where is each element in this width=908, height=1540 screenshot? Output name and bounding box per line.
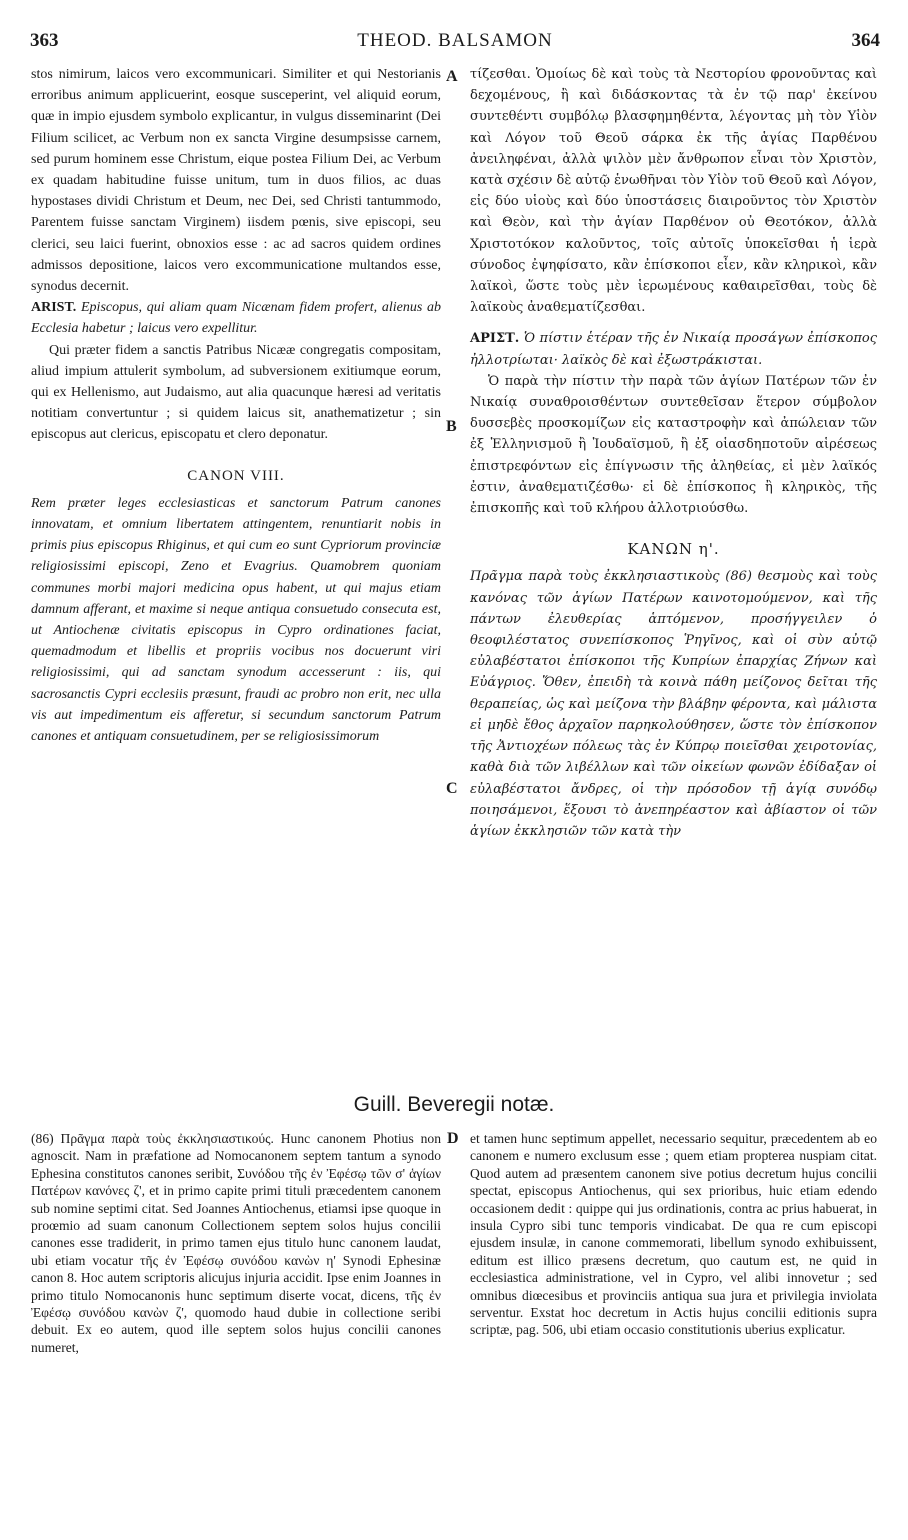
arist-lemma: ΑΡΙΣΤ. — [470, 331, 520, 347]
notes-title: Guill. Beveregii notæ. — [353, 1093, 555, 1116]
latin-arist-summary — [31, 297, 441, 339]
page-number-left: 363 — [30, 30, 59, 51]
margin-marker-a: A — [446, 68, 458, 85]
running-header — [30, 30, 880, 54]
page-number-right: 364 — [851, 30, 880, 51]
greek-paragraph: Ὁ παρὰ τὴν πίστιν τὴν παρὰ τῶν ἁγίων Πατέρων τῶν ἐν Νικαίᾳ συναθροισθέντων συντεθεῖσαν ἕτερον σύμβολον δυσσεβὲς προσκομίζων εἰς καταστροφὴν καὶ ἀπώλειαν τῶν ἐξ Ἑλληνισμοῦ ἢ Ἰουδαϊσμοῦ, ἢ ἐξ οἱασδηποτοῦν αἱρέσεως ἐπιστρεφόντων εἰς ἐπίγνωσιν τῆς ἀληθείας, εἰ μὲν λαϊκός ἐστιν, ἀναθεματιζέσθω· εἰ δὲ ἐπίσκοπος ἢ κληρικὸς, τῆς ἐπισκοπῆς καὶ τοῦ κλήρου ἀλλοτριούσθω. — [470, 373, 877, 517]
margin-marker-c: C — [446, 780, 458, 797]
latin-column — [31, 64, 441, 747]
note-text: (86) Πρᾶγμα παρὰ τοὺς ἐκκλησιαστικούς. Hunc canonem Photius non agnoscit. Nam in præfatione ad Nomocanonem septem tantum a synodo Ephesina constitutos canones seribit, Συνόδου τῆς ἐν Ἐφέσῳ τῶν σ' ἁγίων Πατέρων κανόνες ζ', et in primo capite primi tituli præcedentem canonem sub nomine septimi citat. Sed Joannes Antiochenus, etiamsi ipse quoque in proœmio ad suam canonum Collectionem septem solos hujus concilii canones esse tradiderit, in primo tamen ejus titulo hunc canonem laudat, ubi etiam vocatur τῆς ἐν Ἐφέσῳ συνόδου κανὼν η' Synodi Ephesinæ canon 8. Hoc autem scriptoris alicujus injuria accidit. Ipse enim Joannes in primo titulo Nomocanonis hunc septimum diserte vocat, dicens, τῆς ἐν Ἐφέσῳ συνόδου κανὼν ζ', quomodo haud dubie in collectione seribi debuit. Ex eo autem, quod ille septem solos hujus concilii canones numeret, — [31, 1131, 441, 1355]
note-text: et tamen hunc septimum appellet, necessario sequitur, præcedentem ab eo canonem e numero exclusum esse ; quem etiam propterea nuspiam citat. Quod autem ad præsentem canonem sive potius decretum hujus concilii spectat, episcopus Antiochenus, qui sex prioribus, huic etiam edendo occasionem dedit : quippe qui jus ordinationis, contra ac prius habuerat, in insula Cypro sibi tunc temporis vindicabat. De qua re cum episcopi ejusdem insulæ, in canone commemorati, libellum synodo exhibuissent, editum est illico præsens decretum, quo cautum est, ne quid in ecclesiastica administratione, vel in Cypro, vel alibi innovetur ; sed omnibus diœcesibus et provinciis antiqua sua jura et privilegia inviolata serventur. Exstat hoc decretum in Actis hujus concilii editionis supra scriptæ, pag. 506, ubi etiam occasio constitutionis uberius explicatur. — [470, 1131, 877, 1338]
latin-paragraph: Qui præter fidem a sanctis Patribus Nicææ congregatis compositam, aliud impium attulerit symbolum, ad subversionem exitiumque eorum, qui ex Hellenismo, aut Judaismo, aut alia quacunque hæresi ad veritatis notitiam convertuntur ; si quidem laicus sit, anathematizetur ; sin episcopus aut clericus, episcopatu et clero deponatur. — [31, 342, 441, 443]
arist-lemma: ARIST. — [31, 300, 77, 316]
canon-text: Πρᾶγμα παρὰ τοὺς ἐκκλησιαστικοὺς (86) θεσμοὺς καὶ τοὺς κανόνας τῶν ἁγίων Πατέρων καινοτομούμενον, καὶ τῆς πάντων ἐλευθερίας ἁπτόμενον, προσήγγειλεν ὁ θεοφιλέστατος συνεπίσκοπος Ῥηγῖνος, καὶ οἱ σὺν αὐτῷ εὐλαβέστατοι ἐπίσκοποι τῆς Κυπρίων ἐπαρχίας Ζήνων καὶ Εὐάγριος. Ὅθεν, ἐπειδὴ τὰ κοινὰ πάθη μείζονος δεῖται τῆς θεραπείας, ὡς καὶ μείζονα τὴν βλάβην φέροντα, καὶ μάλιστα εἰ μηδὲ ἔθος ἀρχαῖον παρηκολούθησεν, ὥστε τὸν ἐπίσκοπον τῆς Ἀντιοχέων πόλεως τὰς ἐν Κύπρῳ ποιεῖσθαι χειροτονίας, καθὰ διὰ τῶν λιβέλλων καὶ τῶν οἰκείων φωνῶν ἐδίδαξαν οἱ εὐλαβέστατοι ἄνδρες, οἱ τὴν πρόσοδον τῇ ἁγίᾳ συνόδῳ ποιησάμενοι, ἕξουσι τὸ ἀνεπηρέαστον καὶ ἀβίαστον οἱ τῶν ἁγίων ἐκκλησιῶν τῶν κατὰ τὴν — [470, 569, 877, 839]
arist-text: Ὁ πίστιν ἑτέραν τῆς ἐν Νικαίᾳ προσάγων ἐπίσκοπος ἠλλοτρίωται· λαϊκὸς δὲ καὶ ἐξωστράκισται. — [470, 331, 877, 368]
canon-heading: ΚΑΝΩΝ η'. — [627, 540, 720, 559]
margin-marker-b: B — [446, 418, 457, 435]
greek-paragraph: τίζεσθαι. Ὁμοίως δὲ καὶ τοὺς τὰ Νεστορίου φρονοῦντας καὶ δεχομένους, ἢ καὶ διδάσκοντας τὰ ἐν τῷ παρ' ἐκείνου συντεθέντι συμβόλῳ βλασφημηθέντα, λέγοντας μὴ τὸν Υἱὸν καὶ Λόγον τοῦ Θεοῦ σάρκα ἐκ τῆς ἁγίας Παρθένου ἀνειληφέναι, ἀλλὰ ψιλὸν μὲν ἄνθρωπον εἶναι τὸν Χριστὸν, κατὰ σχέσιν δὲ αὐτῷ ἑνωθῆναι τὸν Υἱὸν τοῦ Θεοῦ καὶ Λόγον, εἰς δύο υἱοὺς καὶ δύο ὑποστάσεις διαιροῦντος τὸν Χριστὸν καὶ Θεὸν, καὶ τὴν ἁγίαν Παρθένον οὐ Θεοτόκον, ἀλλὰ Χριστοτόκον καλοῦντος, τοῖς αὐτοῖς ὑποκεῖσθαι ἡ ἱερὰ σύνοδος ἐψηφίσατο, κἂν ἐπίσκοποι εἶεν, κἂν κληρικοὶ, κἂν λαϊκοὶ, ὥστε τοὺς μὲν ἱερωμένους καθαιρεῖσθαι, τοὺς δὲ λαϊκοὺς ἀναθεματίζεσθαι. — [470, 67, 877, 316]
arist-text: Episcopus, qui aliam quam Nicænam fidem profert, alienus ab Ecclesia habetur ; laicus vero expellitur. — [31, 300, 442, 337]
canon-heading: CANON VIII. — [187, 467, 285, 484]
greek-column — [470, 64, 877, 842]
running-title: THEOD. BALSAMON — [357, 30, 553, 51]
greek-arist-summary — [470, 328, 877, 370]
canon-text: Rem præter leges ecclesiasticas et sanctorum Patrum canones innovatam, et omnium libertatem attingentem, renuntiarit nobis in primis pius episcopus Rhiginus, et qui cum eo sunt Cypriorum provinciæ religiosissimi episcopi, Zeno et Evagrius. Quamobrem quoniam communes morbi majori medicina opus habent, ut qui majus etiam damnum afferant, et maxime si neque antiqua consuetudo consecuta est, ut Antiochenæ civitatis episcopus in Cypro ordinationes faciat, quemadmodum et libellis et propriis vocibus nos docuerunt viri religiosissimi, qui ad sanctam synodum accesserunt : iis, qui sacrosanctis Cypri ecclesiis præsunt, fraudi ac probro non erit, nec ulla vis aut impedimentum eis afferetur, si secundum sanctorum Patrum canones et antiquam consuetudinem, per se religiosissimorum — [31, 495, 441, 745]
margin-marker-d: D — [447, 1130, 459, 1147]
notes-left-column — [31, 1130, 441, 1356]
notes-right-column — [470, 1130, 877, 1339]
latin-paragraph: stos nimirum, laicos vero excommunicari. Similiter et qui Nestorianis erroribus animum applicuerint, eosque susceperint, vel aliquid eorum, quæ in impio ejusdem symbolo explicantur, in vulgus disseminarint (Dei Filium scilicet, ac Verbum non ex sancta Virgine desumpsisse carnem, sed purum hominem esse Christum, eique postea Filium Dei, ac Verbum ex quadam habitudine fuisse unitum, tum in duos filios, ac duas hypostases dividi Christum et Deum, nec Dei, sed Christi tantummodo, Parentem fuisse sanctam Virginem) iisdem pœnis, sive episcopi, seu clerici, seu laici fuerint, obnoxios esse : ac ad sacros quidem ordines admissos depositione, laicos vero excommunicatione multandos esse, synodus decernit. — [31, 67, 441, 295]
